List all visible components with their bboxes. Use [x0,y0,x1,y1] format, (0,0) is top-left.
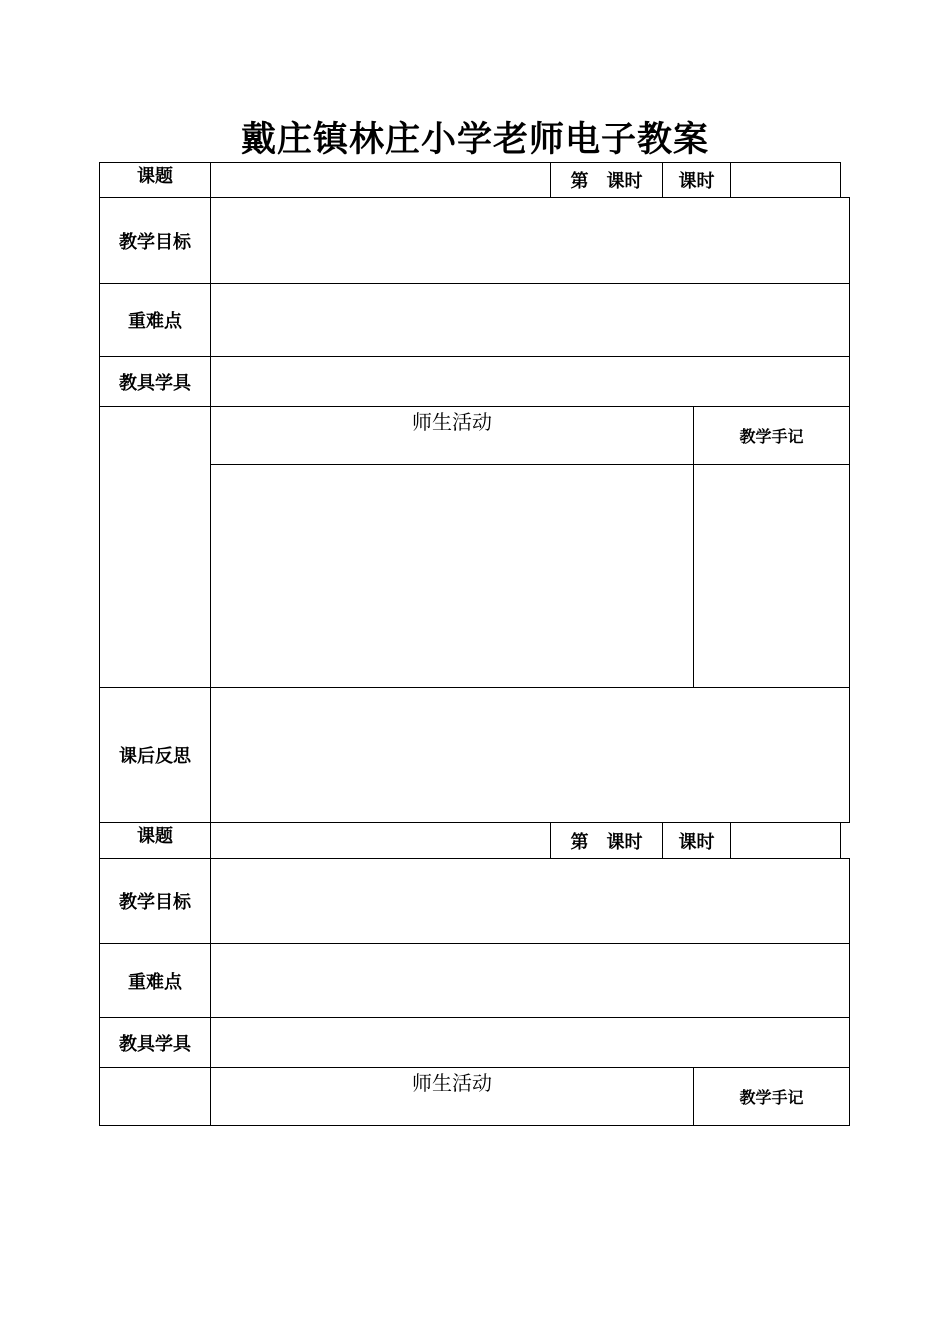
page-title: 戴庄镇林庄小学老师电子教案 [240,119,709,160]
notes-header: 教学手记 [739,1088,804,1107]
topic-field[interactable] [211,163,550,197]
lesson-number-label: 第 课时 [570,171,643,192]
key-points-label: 重难点 [128,971,182,993]
topic-label: 课题 [137,166,173,187]
notes-field[interactable] [694,465,849,687]
topic-field[interactable] [211,823,550,858]
tools-field[interactable] [211,1018,849,1067]
goals-field[interactable] [211,859,849,943]
tools-field[interactable] [211,357,849,406]
key-points-field[interactable] [211,944,849,1017]
notes-header: 教学手记 [739,427,804,446]
activities-header: 师生活动 [412,1070,492,1095]
key-points-label: 重难点 [128,311,182,332]
table-border [849,858,850,1126]
lesson-type-label: 课时 [678,171,715,192]
reflection-field[interactable] [211,688,849,822]
table-border [849,197,850,823]
lesson-type-label: 课时 [678,831,715,853]
reflection-label: 课后反思 [119,746,191,767]
lesson-type-field[interactable] [731,823,840,858]
goals-field[interactable] [211,198,849,283]
activities-field[interactable] [211,465,693,687]
goals-label: 教学目标 [119,231,191,253]
table-border [840,162,841,198]
lesson-number-label: 第 课时 [570,831,643,853]
lesson-type-field[interactable] [731,163,840,197]
activities-header: 师生活动 [412,409,492,434]
table-border [840,822,841,859]
key-points-field[interactable] [211,284,849,356]
goals-label: 教学目标 [119,892,191,913]
table-border [99,1125,850,1126]
tools-label: 教具学具 [119,1033,191,1055]
topic-label: 课题 [137,826,173,847]
tools-label: 教具学具 [119,372,191,394]
